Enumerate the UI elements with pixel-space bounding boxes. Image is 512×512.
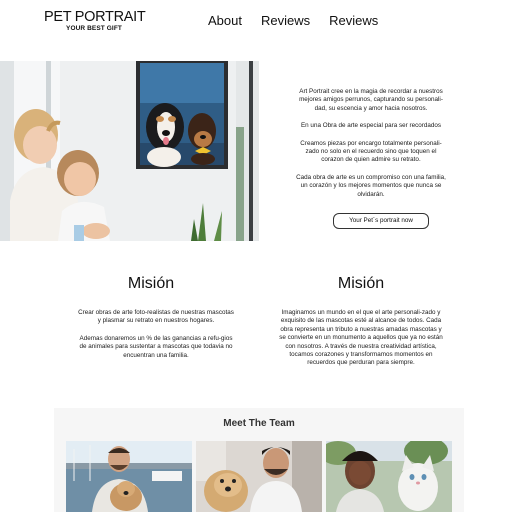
team-member-photo [196, 441, 322, 512]
mission-text [76, 309, 236, 369]
logo-title: PET PORTRAIT [44, 9, 146, 25]
nav-link-about[interactable]: About [208, 13, 242, 28]
mission-paragraph: Ademas donaremos un % de las ganancias a refu-gios de animales para sustentar a mascotas que todavia no encuentran una familia. [79, 334, 233, 359]
hero-image [0, 61, 259, 241]
team-title: Meet The Team [223, 418, 295, 429]
intro-paragraph: Cada obra de arte es un compromiso con una familia, un corazón y los mejores momentos que nunca se olvidarán. [296, 173, 446, 198]
vision-paragraph: Imaginamos un mundo en el que el arte personali-zado y exquisito de las mascotas esté al alcance de todos. Cada obra representa un tributo a nuestras amadas mascotas y se convierte en un monumento a aquellos que ya no están con nosotros. A través de nuestra creatividad artística, tocamos corazones y transformamos momentos en recuerdos que perduran para siempre. [279, 309, 443, 367]
team-member-photo [66, 441, 192, 512]
main-nav [208, 13, 378, 28]
team-member-photo [326, 441, 452, 512]
intro-paragraph: Creamos piezas por encargo totalmente personali-zado no solo en el recuerdo sino que toquen el corazon de quien admire su retrato. [300, 139, 442, 164]
dog-painting [136, 61, 228, 169]
pet-portrait-cta-button[interactable]: Your Pet´s portrait now [333, 213, 429, 229]
logo-subtitle: YOUR BEST GIFT [66, 25, 122, 32]
mission-title: Misión [127, 275, 175, 292]
logo[interactable] [44, 10, 144, 33]
intro-paragraph: Art Portrait cree en la magia de recordar a nuestros mejores amigos perrunos, capturando su personali-dad, su escencia y amor hacia nosotros. [299, 88, 443, 112]
nav-link-reviews-2[interactable]: Reviews [329, 13, 379, 28]
intro-paragraph: En una Obra de arte especial para ser recordados [300, 122, 441, 130]
nav-link-reviews[interactable]: Reviews [260, 13, 311, 28]
vision-text [279, 309, 443, 377]
intro-text [296, 88, 446, 208]
mission-paragraph: Crear obras de arte foto-realistas de nuestras mascotas y plasmar su retrato en nuestros hogares. [78, 309, 234, 325]
vision-title: Misión [337, 275, 385, 292]
